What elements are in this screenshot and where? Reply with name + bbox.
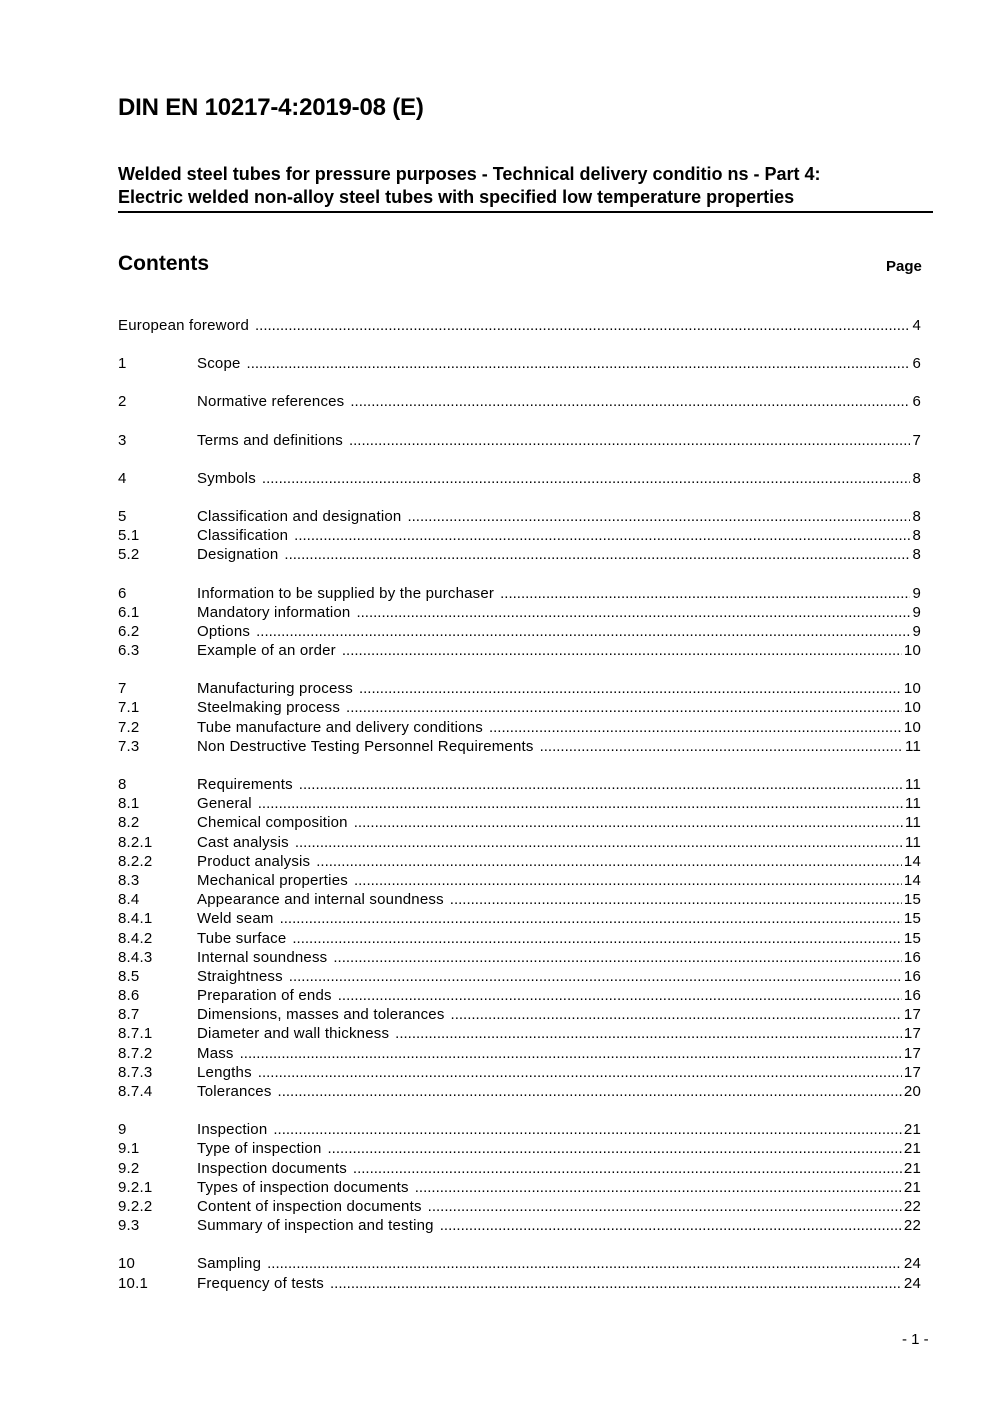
toc-entry-number: 8.4: [118, 891, 140, 909]
toc-entry-page: 6: [912, 393, 921, 411]
toc-entry[interactable]: [118, 967, 921, 986]
page-number: - 1 -: [902, 1331, 929, 1348]
toc-entry-number: 7: [118, 680, 127, 698]
toc-entry[interactable]: [118, 1274, 921, 1293]
toc-entry-number: 8.4.3: [118, 948, 153, 966]
toc-entry[interactable]: [118, 1178, 921, 1197]
toc-entry-number: 1: [118, 355, 127, 373]
toc-entry-number: 3: [118, 431, 127, 449]
toc-dot-leader: [450, 890, 902, 909]
toc-entry-number: 2: [118, 393, 127, 411]
toc-entry-number: 7.1: [118, 699, 140, 717]
toc-dot-leader: [440, 1216, 902, 1235]
toc-entry[interactable]: [118, 794, 921, 813]
toc-entry-page: 9: [912, 584, 921, 602]
toc-entry-number: 8: [118, 776, 127, 793]
toc-entry[interactable]: [118, 775, 921, 794]
toc-entry-page: 21: [903, 1159, 921, 1177]
toc-dot-leader: [284, 545, 910, 564]
toc-entry-title: Lengths: [197, 1063, 252, 1081]
toc-entry-title: Designation: [197, 546, 279, 564]
toc-dot-leader: [395, 1024, 902, 1043]
toc-entry[interactable]: [118, 1254, 921, 1273]
toc-entry-page: 17: [903, 1006, 921, 1024]
toc-entry[interactable]: [118, 909, 921, 928]
toc-dot-leader: [338, 986, 902, 1005]
toc-entry-page: 10: [903, 680, 921, 698]
toc-dot-leader: [267, 1254, 902, 1273]
toc-dot-leader: [292, 929, 902, 948]
document-title-line-2: Electric welded non-alloy steel tubes with specified low temperature properties: [118, 187, 795, 207]
toc-entry-number: 6.2: [118, 622, 140, 640]
toc-entry-number: 7.3: [118, 737, 140, 755]
toc-entry-title: Information to be supplied by the purchaser: [197, 584, 495, 602]
toc-entry[interactable]: [118, 833, 921, 852]
toc-dot-leader: [349, 431, 911, 450]
toc-entry-page: 24: [903, 1255, 921, 1273]
toc-entry-page: 8: [912, 546, 921, 564]
toc-entry-title: Terms and definitions: [197, 431, 343, 449]
toc-entry[interactable]: [118, 871, 921, 890]
toc-entry[interactable]: [118, 1063, 921, 1082]
toc-entry[interactable]: [118, 1197, 921, 1216]
toc-dot-leader: [262, 469, 911, 488]
toc-group: [118, 354, 921, 373]
toc-entry-title: Inspection: [197, 1121, 268, 1139]
toc-entry-page: 21: [903, 1121, 921, 1139]
toc-entry[interactable]: [118, 679, 921, 698]
toc-entry-number: 4: [118, 469, 127, 487]
toc-entry[interactable]: [118, 584, 921, 603]
toc-entry-title: Internal soundness: [197, 948, 328, 966]
toc-dot-leader: [273, 1120, 902, 1139]
toc-entry-page: 15: [903, 891, 921, 909]
toc-dot-leader: [333, 948, 902, 967]
toc-dot-leader: [295, 833, 903, 852]
toc-entry-number: 8.2.2: [118, 852, 153, 870]
toc-entry-page: 14: [903, 852, 921, 870]
toc-entry-page: 10: [903, 699, 921, 717]
toc-entry-number: 9.2.2: [118, 1197, 153, 1215]
toc-entry-title: Dimensions, masses and tolerances: [197, 1006, 445, 1024]
toc-entry[interactable]: [118, 603, 921, 622]
toc-entry-page: 15: [903, 910, 921, 928]
toc-dot-leader: [280, 909, 902, 928]
toc-entry-page: 22: [903, 1197, 921, 1215]
toc-entry-page: 22: [903, 1217, 921, 1235]
toc-entry-page: 11: [905, 833, 921, 851]
toc-entry-title: Weld seam: [197, 910, 274, 928]
toc-entry-title: Cast analysis: [197, 833, 289, 851]
toc-entry-title: Tube surface: [197, 929, 287, 947]
toc-entry-number: 8.4.1: [118, 910, 153, 928]
toc-entry[interactable]: [118, 641, 921, 660]
toc-entry-page: 17: [903, 1025, 921, 1043]
toc-dot-leader: [415, 1178, 902, 1197]
toc-entry[interactable]: [118, 813, 921, 832]
toc-entry-title: Mass: [197, 1044, 234, 1062]
toc-dot-leader: [353, 1159, 902, 1178]
toc-entry-title: Types of inspection documents: [197, 1178, 409, 1196]
toc-entry-number: 8.4.2: [118, 929, 153, 947]
toc-entry[interactable]: [118, 526, 921, 545]
toc-dot-leader: [247, 354, 911, 373]
toc-entry-number: 8.6: [118, 987, 140, 1005]
toc-entry-number: 8.5: [118, 967, 140, 985]
toc-dot-leader: [540, 737, 903, 756]
toc-entry-title: Appearance and internal soundness: [197, 891, 444, 909]
toc-entry-number: 8.2: [118, 814, 140, 832]
toc-entry-number: 5: [118, 507, 127, 525]
toc-entry-title: European foreword: [118, 317, 249, 334]
toc-dot-leader: [255, 316, 910, 335]
toc-dot-leader: [451, 1005, 902, 1024]
toc-dot-leader: [289, 967, 902, 986]
toc-entry-title: Preparation of ends: [197, 987, 332, 1005]
toc-entry-number: 6: [118, 584, 127, 602]
toc-entry-page: 16: [903, 967, 921, 985]
document-title: [118, 163, 933, 213]
toc-entry-title: Diameter and wall thickness: [197, 1025, 390, 1043]
toc-entry[interactable]: [118, 1005, 921, 1024]
toc-entry-number: 8.7.4: [118, 1083, 153, 1100]
toc-entry-title: Product analysis: [197, 852, 311, 870]
toc-group: [118, 431, 921, 450]
toc-entry[interactable]: [118, 1120, 921, 1139]
toc-dot-leader: [256, 622, 910, 641]
toc-entry[interactable]: [118, 737, 921, 756]
toc-entry-page: 15: [903, 929, 921, 947]
toc-dot-leader: [316, 852, 902, 871]
toc-group: [118, 775, 921, 1101]
toc-dot-leader: [328, 1139, 902, 1158]
toc-entry-number: 9.1: [118, 1140, 140, 1158]
toc-entry[interactable]: [118, 1139, 921, 1158]
toc-entry-page: 17: [903, 1044, 921, 1062]
toc-entry[interactable]: [118, 431, 921, 450]
toc-entry[interactable]: [118, 852, 921, 871]
toc-entry-page: 10: [903, 642, 921, 660]
toc-entry-number: 9.3: [118, 1217, 140, 1235]
toc-entry[interactable]: [118, 392, 921, 411]
toc-dot-leader: [489, 718, 902, 737]
toc-entry-title: Chemical composition: [197, 814, 348, 832]
toc-entry[interactable]: [118, 507, 921, 526]
toc-entry-title: Straightness: [197, 967, 283, 985]
toc-entry[interactable]: [118, 1082, 921, 1101]
toc-entry-page: 11: [905, 737, 921, 755]
toc-entry-number: 8.7.2: [118, 1044, 153, 1062]
toc-entry-title: Example of an order: [197, 642, 336, 660]
toc-entry-number: 8.7: [118, 1006, 140, 1024]
toc-group: [118, 316, 921, 335]
toc-entry[interactable]: [118, 1216, 921, 1235]
toc-entry-number: 9: [118, 1121, 127, 1139]
toc-entry-title: Frequency of tests: [197, 1274, 324, 1292]
toc-entry-page: 8: [912, 527, 921, 545]
toc-entry-page: 17: [903, 1063, 921, 1081]
toc-entry-number: 10: [118, 1255, 136, 1273]
table-of-contents: [118, 316, 921, 1312]
toc-dot-leader: [354, 813, 903, 832]
toc-entry-page: 16: [903, 948, 921, 966]
toc-entry-title: Normative references: [197, 393, 345, 411]
toc-entry[interactable]: [118, 1044, 921, 1063]
toc-entry[interactable]: [118, 718, 921, 737]
toc-entry-title: Tube manufacture and delivery conditions: [197, 718, 483, 736]
toc-entry-title: Sampling: [197, 1255, 262, 1273]
toc-dot-leader: [428, 1197, 902, 1216]
toc-dot-leader: [299, 775, 903, 794]
toc-entry[interactable]: [118, 469, 921, 488]
toc-entry-title: Classification and designation: [197, 507, 402, 525]
toc-entry-page: 20: [903, 1083, 921, 1100]
toc-entry-page: 11: [905, 814, 921, 832]
toc-dot-leader: [359, 679, 902, 698]
toc-entry-page: 24: [903, 1274, 921, 1292]
toc-group: [118, 507, 921, 565]
toc-dot-leader: [350, 392, 910, 411]
toc-dot-leader: [342, 641, 902, 660]
toc-entry-title: Requirements: [197, 776, 293, 793]
toc-entry-page: 9: [912, 622, 921, 640]
toc-dot-leader: [240, 1044, 902, 1063]
toc-entry-title: Summary of inspection and testing: [197, 1217, 434, 1235]
toc-entry-number: 10.1: [118, 1274, 148, 1292]
toc-dot-leader: [356, 603, 910, 622]
toc-group: [118, 392, 921, 411]
toc-group: [118, 1254, 921, 1292]
toc-entry-page: 16: [903, 987, 921, 1005]
toc-group: [118, 469, 921, 488]
toc-dot-leader: [258, 794, 903, 813]
toc-entry-title: Tolerances: [197, 1083, 272, 1100]
toc-entry-number: 5.1: [118, 527, 140, 545]
toc-dot-leader: [258, 1063, 902, 1082]
toc-entry-number: 8.7.3: [118, 1063, 153, 1081]
toc-entry-title: Mandatory information: [197, 603, 351, 621]
toc-entry-title: General: [197, 795, 252, 813]
toc-entry-title: Classification: [197, 527, 289, 545]
toc-group: [118, 1120, 921, 1235]
page-column-label: Page: [886, 258, 922, 275]
toc-group: [118, 584, 921, 661]
toc-entry-title: Non Destructive Testing Personnel Requirements: [197, 737, 534, 755]
toc-dot-leader: [294, 526, 910, 545]
toc-entry-title: Steelmaking process: [197, 699, 341, 717]
contents-heading: Contents: [118, 252, 209, 275]
toc-entry-page: 7: [912, 431, 921, 449]
toc-entry-title: Mechanical properties: [197, 871, 348, 889]
toc-dot-leader: [354, 871, 902, 890]
toc-entry[interactable]: [118, 890, 921, 909]
toc-dot-leader: [330, 1274, 902, 1293]
toc-entry-number: 6.1: [118, 603, 140, 621]
toc-entry-number: 8.1: [118, 795, 140, 813]
toc-entry-number: 5.2: [118, 546, 140, 564]
toc-entry-page: 14: [903, 871, 921, 889]
toc-entry-title: Type of inspection: [197, 1140, 322, 1158]
toc-entry-number: 6.3: [118, 642, 140, 660]
document-id: DIN EN 10217-4:2019-08 (E): [118, 94, 424, 121]
toc-entry[interactable]: [118, 622, 921, 641]
toc-entry[interactable]: [118, 354, 921, 373]
toc-entry-title: Options: [197, 622, 251, 640]
toc-entry-page: 11: [905, 776, 921, 793]
toc-entry-number: 9.2: [118, 1159, 140, 1177]
toc-entry[interactable]: [118, 948, 921, 967]
toc-entry-page: 6: [912, 355, 921, 373]
toc-entry-title: Inspection documents: [197, 1159, 347, 1177]
toc-entry-number: 7.2: [118, 718, 140, 736]
toc-entry-page: 11: [905, 795, 921, 813]
toc-entry-number: 9.2.1: [118, 1178, 153, 1196]
toc-entry[interactable]: [118, 986, 921, 1005]
toc-entry-page: 8: [912, 507, 921, 525]
toc-entry[interactable]: [118, 316, 921, 335]
toc-dot-leader: [346, 698, 902, 717]
toc-entry-page: 21: [903, 1178, 921, 1196]
toc-entry[interactable]: [118, 545, 921, 564]
toc-entry-number: 8.2.1: [118, 833, 153, 851]
document-title-line-1: Welded steel tubes for pressure purposes - Technical delivery conditio ns - Part 4:: [118, 164, 821, 184]
toc-entry-title: Manufacturing process: [197, 680, 353, 698]
toc-entry-number: 8.7.1: [118, 1025, 153, 1043]
toc-dot-leader: [407, 507, 910, 526]
toc-dot-leader: [500, 584, 910, 603]
toc-entry-title: Content of inspection documents: [197, 1197, 422, 1215]
toc-entry-title: Scope: [197, 355, 241, 373]
toc-entry[interactable]: [118, 1024, 921, 1043]
toc-entry-title: Symbols: [197, 469, 256, 487]
toc-dot-leader: [278, 1082, 902, 1101]
toc-entry[interactable]: [118, 1159, 921, 1178]
toc-entry-page: 9: [912, 603, 921, 621]
toc-entry-page: 10: [903, 718, 921, 736]
toc-entry[interactable]: [118, 698, 921, 717]
toc-group: [118, 679, 921, 756]
toc-entry-number: 8.3: [118, 871, 140, 889]
toc-entry-page: 4: [912, 317, 921, 334]
toc-entry-page: 21: [903, 1140, 921, 1158]
toc-entry-page: 8: [912, 469, 921, 487]
toc-entry[interactable]: [118, 929, 921, 948]
